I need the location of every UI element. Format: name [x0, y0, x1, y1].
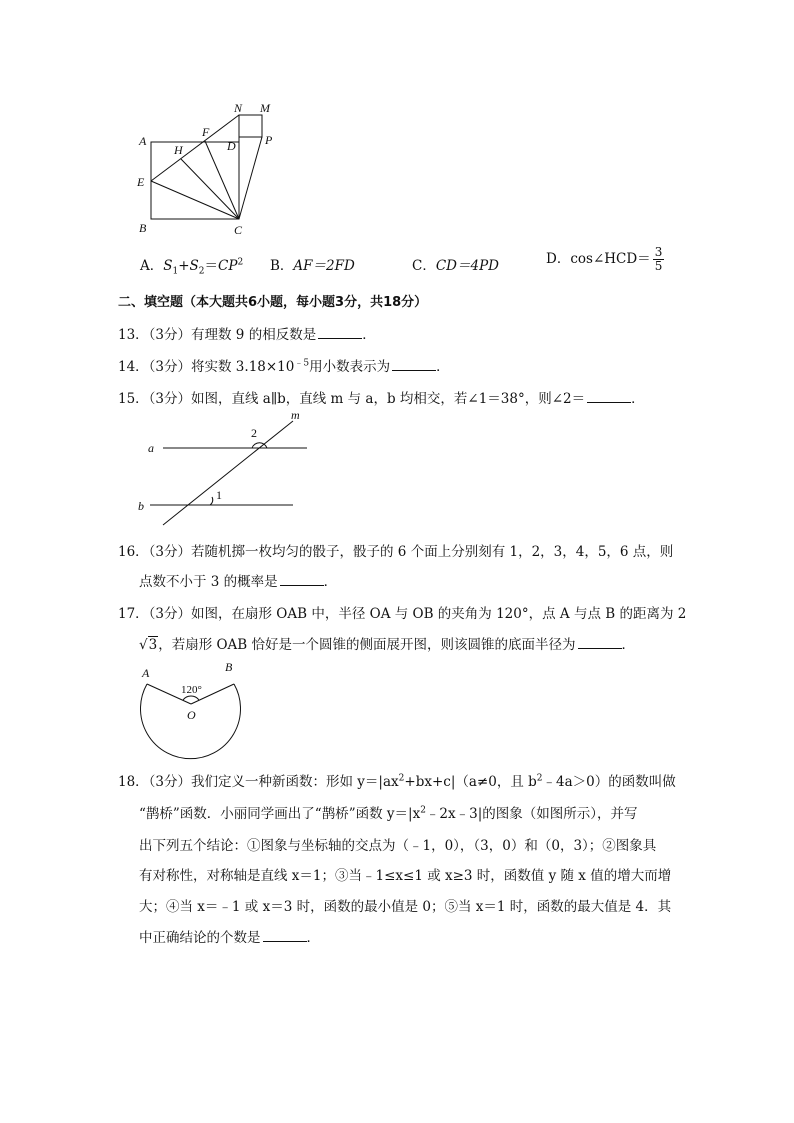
- question-18-line5: 大；④当 x＝﹣1 或 x＝3 时，函数的最小值是 0；⑤当 x＝1 时，函数的最大值是 4．其: [139, 899, 672, 915]
- label-m: m: [291, 408, 300, 422]
- fraction-3-5: $\frac{3}{5}$: [654, 245, 663, 273]
- label-B: B: [225, 660, 233, 674]
- answer-blank[interactable]: [578, 636, 622, 649]
- label-H: H: [174, 143, 183, 157]
- answer-blank[interactable]: [318, 326, 362, 339]
- question-17-line2: √3，若扇形 OAB 恰好是一个圆锥的侧面展开图，则该圆锥的底面半径为 ．: [139, 637, 636, 653]
- label-O: O: [187, 708, 196, 722]
- question-16-line2: 点数不小于 3 的概率是 ．: [139, 574, 338, 590]
- question-15: 15．（3分）如图，直线 a∥b，直线 m 与 a，b 均相交，若∠1＝38°，则∠2＝ ．: [118, 391, 645, 407]
- option-b: B．AF＝2FD: [270, 258, 355, 274]
- answer-blank[interactable]: [392, 358, 436, 371]
- answer-blank[interactable]: [587, 390, 631, 403]
- figure-q17-sector: [130, 655, 250, 760]
- question-14: 14．（3分）将实数 $3.18\times 10^{﹣5}$用小数表示为 ．: [118, 358, 450, 375]
- label-b: b: [138, 499, 144, 513]
- figure-q15-parallel-lines: [130, 405, 320, 530]
- question-16-line1: 16．（3分）若随机掷一枚均匀的骰子，骰子的 6 个面上分别刻有 1，2，3，4，5，6 点，则: [118, 544, 674, 560]
- question-18-line6: 中正确结论的个数是 ．: [139, 930, 320, 946]
- question-13: 13．（3分）有理数 9 的相反数是 ．: [118, 327, 376, 343]
- q12-options: [140, 245, 700, 282]
- label-N: N: [234, 101, 243, 115]
- label-A: A: [139, 134, 147, 148]
- label-C: C: [234, 223, 243, 236]
- question-18-line3: 出下列五个结论：①图象与坐标轴的交点为（﹣1，0），（3，0）和（0，3）；②图象具: [139, 838, 657, 854]
- label-A: A: [142, 666, 150, 680]
- question-18-line2: “鹊桥”函数．小丽同学画出了“鹊桥”函数 $y=|x^2﹣2x﹣3|$的图象（如图所示），并写: [139, 805, 638, 822]
- label-B: B: [139, 221, 147, 235]
- question-17-line1: 17．（3分）如图，在扇形 OAB 中，半径 OA 与 OB 的夹角为 120°，点 A 与点 B 的距离为 2: [118, 606, 687, 622]
- option-d: D．cos∠HCD＝ $\frac{3}{5}$: [546, 245, 663, 273]
- figure-q12-geometry: [130, 96, 290, 236]
- question-18-line4: 有对称性，对称轴是直线 x＝1；③当﹣1≤x≤1 或 x≥3 时，函数值 y 随 x 值的增大而增: [139, 868, 672, 884]
- question-18-line1: 18．（3分）我们定义一种新函数：形如 $y=|ax^2+bx+c|(a\ne 0$，且 $b^2﹣4a>0$）的函数叫做: [118, 773, 676, 790]
- section-title: 二、填空题（本大题共6小题，每小题3分，共18分）: [118, 295, 428, 310]
- label-F: F: [202, 125, 210, 139]
- answer-blank[interactable]: [263, 929, 307, 942]
- option-c: C．CD＝4PD: [412, 258, 499, 274]
- label-P: P: [265, 133, 273, 147]
- label-angle-1: 1: [216, 488, 222, 502]
- option-a: A．$S_1+S_2=CP^2$: [140, 257, 244, 277]
- label-120-degree: 120°: [181, 684, 202, 696]
- label-E: E: [137, 175, 145, 189]
- label-angle-2: 2: [251, 426, 257, 440]
- label-a: a: [148, 441, 154, 455]
- answer-blank[interactable]: [280, 573, 324, 586]
- label-M: M: [260, 101, 270, 115]
- label-D: D: [227, 139, 236, 153]
